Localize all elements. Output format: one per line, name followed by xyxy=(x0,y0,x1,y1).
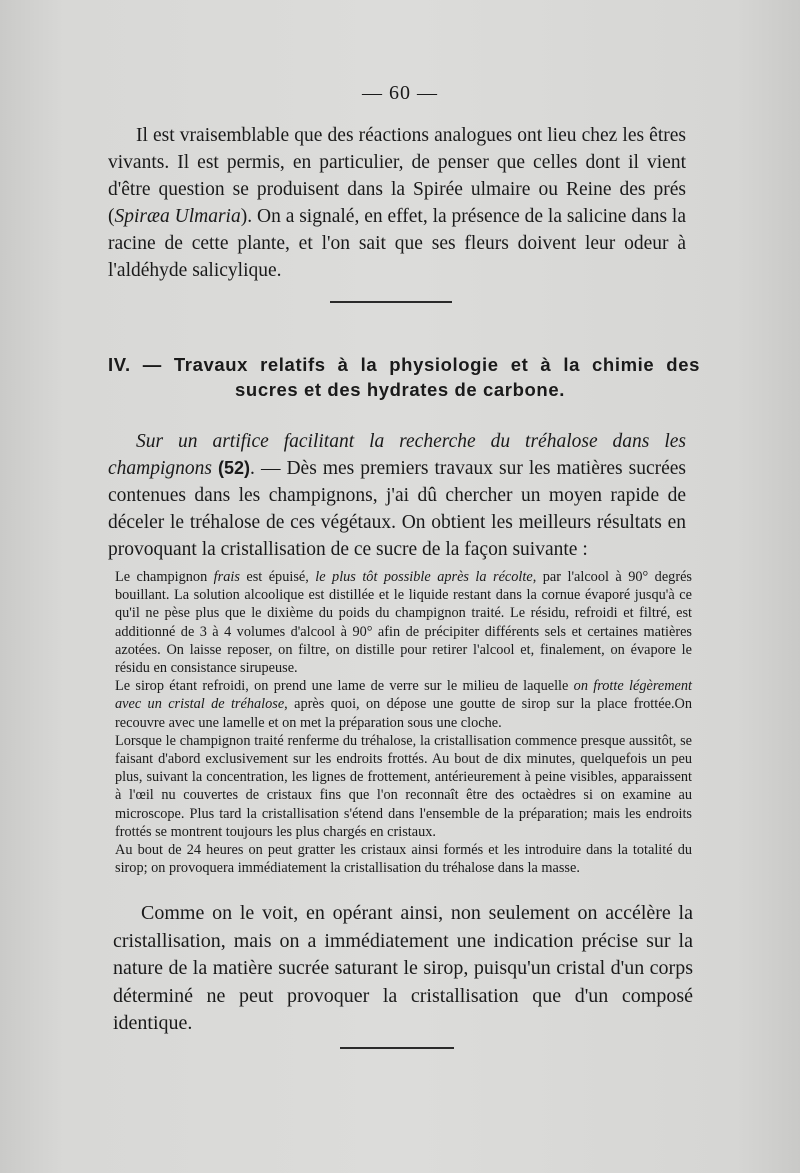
paragraph-2-text: . — Dès mes premiers travaux sur les matières sucrées contenues dans les champignons, j'ai dû chercher un moyen rapide de déceler le tréhalose de ces végétaux. On obtient les meilleurs résultats en provoquant la cristallisation de ce sucre de la façon suivante : xyxy=(108,458,686,560)
procedure-paragraph-2 xyxy=(115,677,692,732)
paragraph-1-text-end: ). On a signalé, en effet, la présence de la salicine dans la racine de cette plante, et l'on sait que ses fleurs doivent leur odeur à l'aldéhyde salicylique. xyxy=(108,206,686,281)
procedure-paragraph-4: Au bout de 24 heures on peut gratter les cristaux ainsi formés et les introduire dans la totalité du sirop; on provoquera immédiatement la cristallisation du tréhalose dans la masse. xyxy=(115,842,692,877)
procedure-text: Le champignon xyxy=(115,569,214,585)
procedure-paragraph-1 xyxy=(115,568,692,677)
procedure-text: est épuisé, xyxy=(239,569,316,585)
paragraph-1-text: Il est vraisemblable que des réactions analogues ont lieu chez les êtres vivants. Il est permis, en particulier, de penser que celles dont il vient d'être question se produisent dans la Spirée ulmaire ou Reine des prés ( xyxy=(108,125,686,227)
section-heading xyxy=(100,352,700,402)
paragraph-2-reference: (52) xyxy=(218,458,251,478)
procedure-paragraph-3: Lorsque le champignon traité renferme du tréhalose, la cristallisation commence presque aussitôt, se faisant d'abord exclusivement sur les endroits frottés. Au bout de dix minutes, quelquefois un peu plus, suivant la concentration, les lignes de frottement, antérieurement à peine visibles, apparaissent à l'œil nu couvertes de cristaux fins que l'on reconnaît être des octaèdres si on examine au microscope. Plus tard la cristallisation s'étend dans l'ensemble de la préparation; mais les endroits frottés se montrent toujours les plus chargés en cristaux. xyxy=(115,732,692,840)
separator-rule xyxy=(330,301,452,303)
paragraph-2 xyxy=(108,428,686,563)
paragraph-1-species: Spiræa Ulmaria xyxy=(114,206,241,227)
procedure-emphasis: le plus tôt possible après la récolte xyxy=(315,569,533,585)
procedure-emphasis: on frotte légèrement avec un cristal de tréhalose xyxy=(115,678,693,713)
section-heading-line-2: sucres et des hydrates de carbone. xyxy=(235,379,565,400)
page-number: — 60 — xyxy=(362,82,438,104)
paragraph-3: Comme on le voit, en opérant ainsi, non seulement on accélère la cristallisation, mais on a immédiatement une indication précise sur la nature de la matière sucrée saturant le sirop, puisqu'un cristal d'un corps déterminé ne peut provoquer la cristallisation que d'un composé identique. xyxy=(113,902,693,1034)
procedure-text: Le sirop étant refroidi, on prend une lame de verre sur le milieu de laquelle xyxy=(115,678,574,695)
procedure-text: , par l'alcool à 90° degrés bouillant. La solution alcoolique est distillée et le liquide restant dans la cornue évaporé jusqu'à ce qu'il ne pèse plus que le dixième du poids du champignon traité. Le résidu, refroidi et filtré, est additionné de 3 à 4 volumes d'alcool à 90° afin de précipiter différents sels et certaines matières azotées. On laisse reposer, on filtre, on distille pour retirer l'alcool et, finalement, on évapore le résidu en consistance sirupeuse. xyxy=(115,569,692,677)
paragraph-1 xyxy=(108,122,686,284)
section-heading-line-1: IV. — Travaux relatifs à la physiologie et à la chimie des xyxy=(108,354,700,375)
procedure-block xyxy=(115,568,692,877)
paragraph-2-title: Sur un artifice facilitant la recherche du tréhalose dans les champignons xyxy=(108,431,686,479)
separator-rule-end xyxy=(340,1047,454,1049)
procedure-text: , après quoi, on dépose une goutte de sirop sur la place frottée.On recouvre avec une lamelle et on met la préparation sous une cloche. xyxy=(115,696,692,731)
procedure-emphasis: frais xyxy=(213,569,240,585)
